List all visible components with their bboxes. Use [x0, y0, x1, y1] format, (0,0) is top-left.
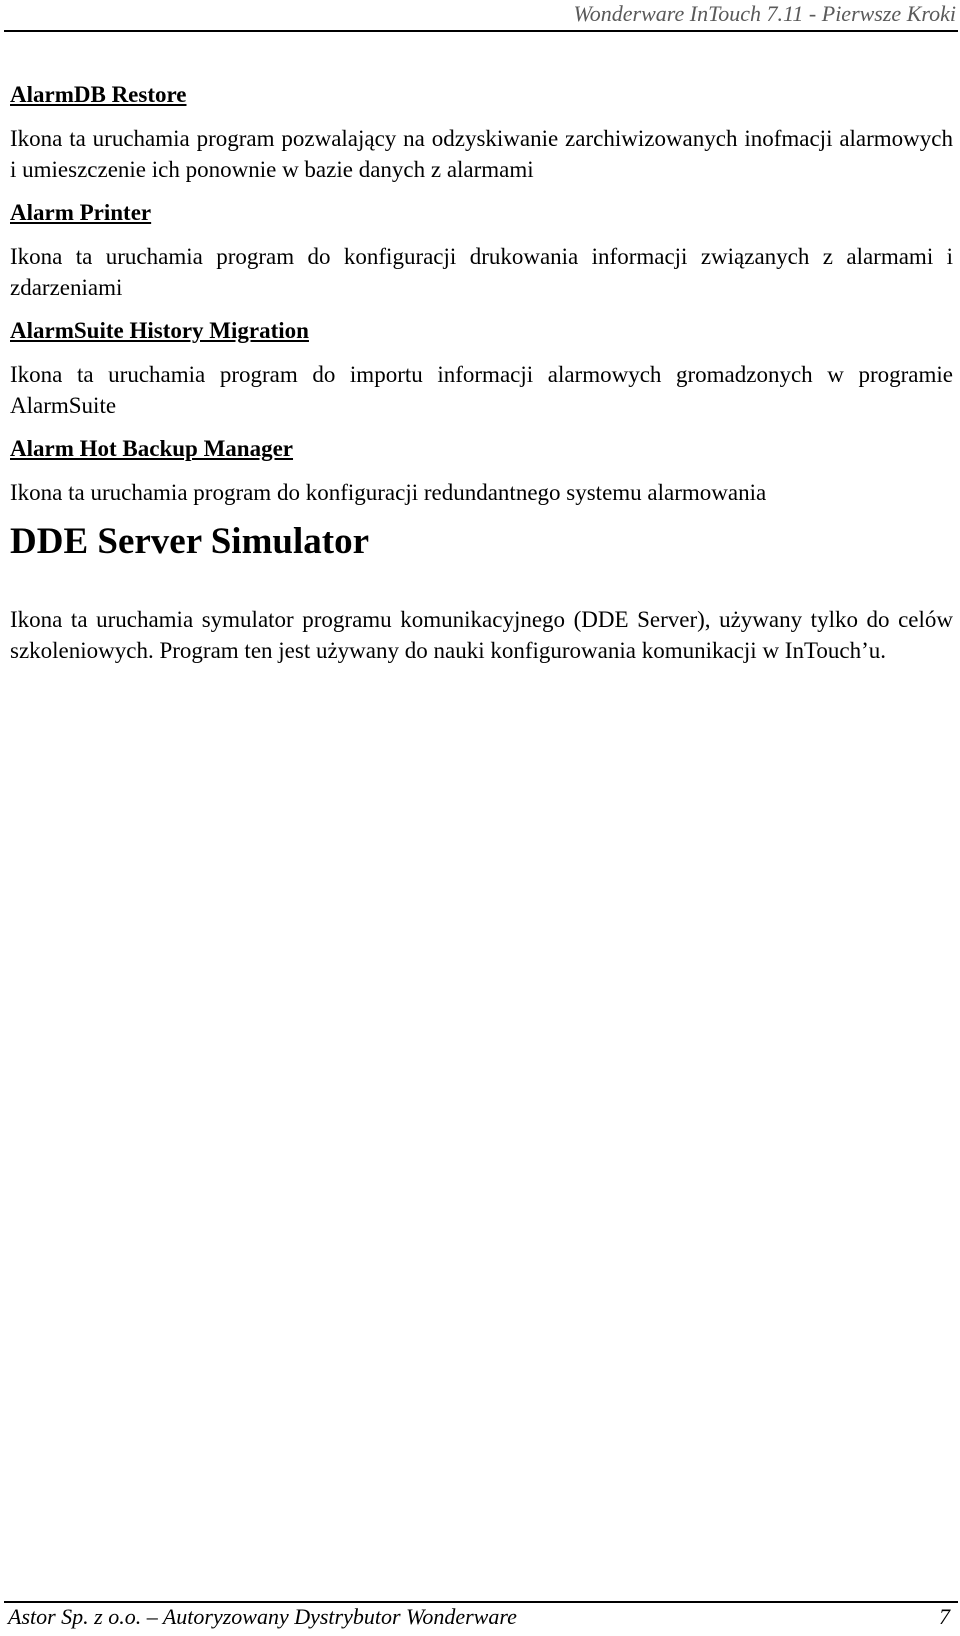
section-alarm-hot-backup-manager — [10, 432, 953, 508]
chapter-heading: DDE Server Simulator — [10, 521, 369, 562]
footer-divider — [4, 1601, 958, 1603]
page-content — [10, 78, 953, 677]
page-number: 7 — [939, 1604, 950, 1629]
section-heading: Alarm Hot Backup Manager — [10, 436, 294, 461]
section-heading: Alarm Printer — [10, 200, 152, 225]
section-heading: AlarmSuite History Migration — [10, 318, 309, 343]
footer-company: Astor Sp. z o.o. – Autoryzowany Dystrybutor Wonderware — [8, 1604, 517, 1629]
header-divider — [4, 30, 958, 32]
section-alarmsuite-history-migration — [10, 314, 953, 421]
section-paragraph: Ikona ta uruchamia symulator programu komunikacyjnego (DDE Server), używany tylko do celów szkoleniowych. Program ten jest używany do nauki konfigurowania komunikacji w InTouch’u. — [10, 607, 953, 663]
section-paragraph: Ikona ta uruchamia program pozwalający na odzyskiwanie zarchiwizowanych inofmacji alarmowych i umieszczenie ich ponownie w bazie danych z alarmami — [10, 126, 953, 182]
section-alarm-printer — [10, 196, 953, 303]
running-header: Wonderware InTouch 7.11 - Pierwsze Kroki — [573, 1, 956, 26]
section-alarmdb-restore — [10, 78, 953, 185]
section-paragraph: Ikona ta uruchamia program do konfiguracji redundantnego systemu alarmowania — [10, 480, 767, 505]
section-paragraph: Ikona ta uruchamia program do konfiguracji drukowania informacji związanych z alarmami i zdarzeniami — [10, 244, 953, 300]
section-heading: AlarmDB Restore — [10, 82, 187, 107]
section-dde-server-simulator — [10, 520, 953, 666]
section-paragraph: Ikona ta uruchamia program do importu informacji alarmowych gromadzonych w programie AlarmSuite — [10, 362, 953, 418]
